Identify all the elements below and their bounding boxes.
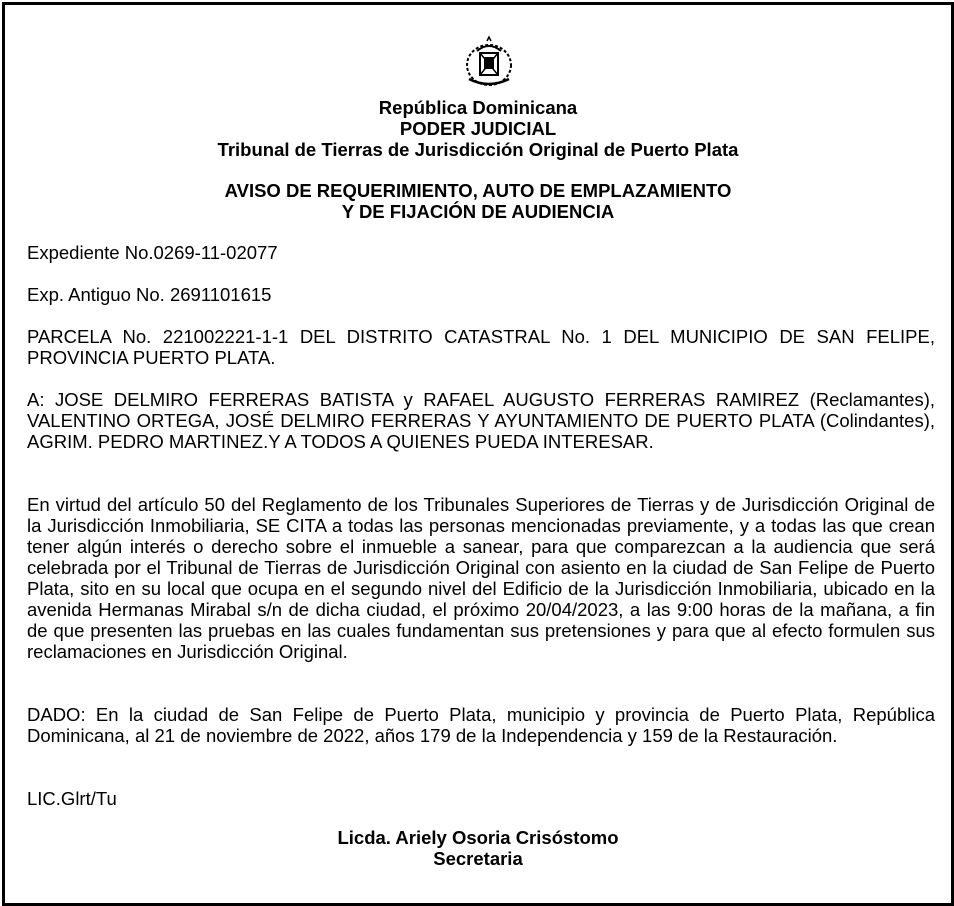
addressees-paragraph: A: JOSE DELMIRO FERRERAS BATISTA y RAFAEL AUGUSTO FERRERAS RAMIREZ (Reclamantes), VALENTINO ORTEGA, JOSÉ DELMIRO FERRERAS Y AYUNTAMIENTO DE PUERTO PLATA (Colindantes), AGRIM. PEDRO MARTINEZ.Y A TODOS A QUIENES PUEDA INTERESAR. [27, 389, 935, 452]
parcela-paragraph: PARCELA No. 221002221-1-1 DEL DISTRITO CATASTRAL No. 1 DEL MUNICIPIO DE SAN FELIPE, PROVINCIA PUERTO PLATA. [27, 326, 935, 368]
citation-body-paragraph: En virtud del artículo 50 del Reglamento de los Tribunales Superiores de Tierras y de Jurisdicción Original de la Jurisdicción Inmobiliaria, SE CITA a todas las personas mencionadas previamente, y a todas las que crean tener algún interés o derecho sobre el inmueble a sanear, para que comparezcan a la audiencia que será celebrada por el Tribunal de Tierras de Jurisdicción Original con asiento en la ciudad de San Felipe de Puerto Plata, sito en su local que ocupa en el segundo nivel del Edificio de la Jurisdicción Inmobiliaria, ubicado en la avenida Hermanas Mirabal s/n de dicha ciudad, el próximo 20/04/2023, a las 9:00 horas de la mañana, a fin de que presenten las pruebas en las cuales fundamentan sus pretensiones y para que al efecto formulen sus reclamaciones en Jurisdicción Original. [27, 494, 935, 662]
expediente-antiguo: Exp. Antiguo No. 2691101615 [27, 284, 272, 305]
header-court: Tribunal de Tierras de Jurisdicción Original de Puerto Plata [217, 139, 739, 160]
coat-of-arms-icon [463, 35, 515, 89]
notice-title-line1: AVISO DE REQUERIMIENTO, AUTO DE EMPLAZAMIENTO [224, 180, 732, 201]
notice-title-line2: Y DE FIJACIÓN DE AUDIENCIA [341, 201, 615, 222]
dado-paragraph: DADO: En la ciudad de San Felipe de Puerto Plata, municipio y provincia de Puerto Plata, República Dominicana, al 21 de noviembre de 2022, años 179 de la Independencia y 159 de la Restauración. [27, 704, 935, 746]
expediente-number: Expediente No.0269-11-02077 [27, 242, 278, 263]
header-country: República Dominicana [378, 97, 578, 118]
signatory-name: Licda. Ariely Osoria Crisóstomo [337, 827, 619, 848]
notice-frame [2, 2, 954, 906]
header-branch: PODER JUDICIAL [399, 118, 557, 139]
clerk-initials: LIC.Glrt/Tu [27, 788, 117, 809]
signatory-role: Secretaria [433, 848, 523, 869]
